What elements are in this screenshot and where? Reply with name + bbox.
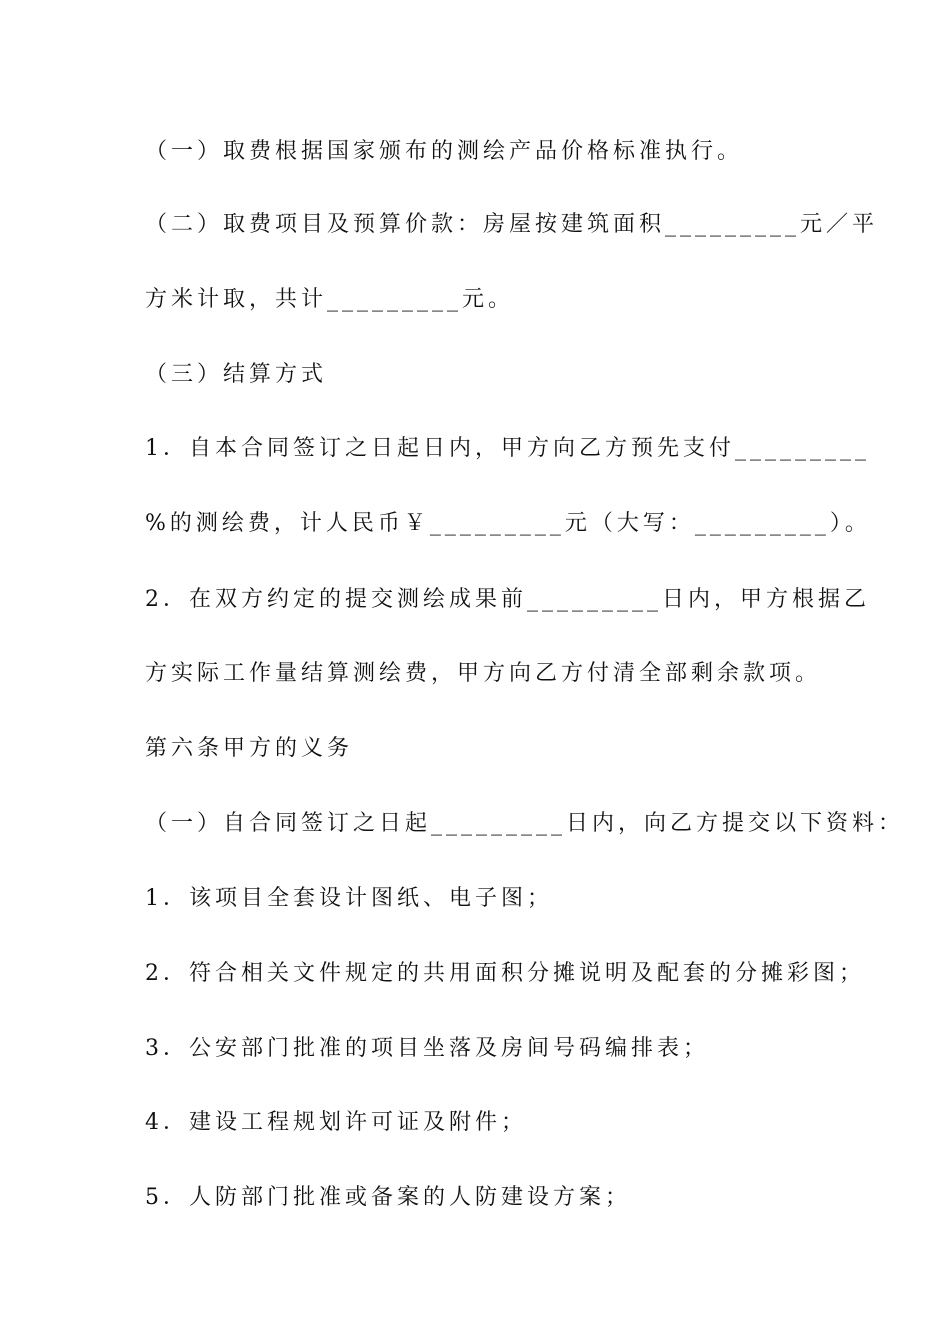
- material-item-3: 3．公安部门批准的项目坐落及房间号码编排表；: [145, 1036, 709, 1061]
- advance-payment-clause: 1．自本合同签订之日起日内，甲方向乙方预先支付_________: [145, 436, 870, 461]
- final-payment-clause-continued: 方实际工作量结算测绘费，甲方向乙方付清全部剩余款项。: [145, 661, 822, 686]
- final-payment-clause: 2．在双方约定的提交测绘成果前_________日内，甲方根据乙: [145, 587, 870, 612]
- settlement-method-heading: （三）结算方式: [145, 362, 328, 387]
- materials-submission-clause: （一）自合同签订之日起_________日内，向乙方提交以下资料：: [145, 811, 905, 836]
- material-item-4: 4．建设工程规划许可证及附件；: [145, 1110, 527, 1135]
- advance-payment-clause-continued: %的测绘费，计人民币￥_________元（大写：_________）。: [145, 511, 871, 536]
- material-item-1: 1．该项目全套设计图纸、电子图；: [145, 886, 553, 911]
- material-item-5: 5．人防部门批准或备案的人防建设方案；: [145, 1185, 631, 1210]
- fee-items-clause-continued: 方米计取，共计_________元。: [145, 287, 515, 312]
- fee-standard-clause: （一）取费根据国家颁布的测绘产品价格标准执行。: [145, 139, 744, 164]
- article-six-heading: 第六条甲方的义务: [145, 736, 354, 761]
- fee-items-clause: （二）取费项目及预算价款：房屋按建筑面积_________元／平: [145, 212, 879, 237]
- material-item-2: 2．符合相关文件规定的共用面积分摊说明及配套的分摊彩图；: [145, 961, 865, 986]
